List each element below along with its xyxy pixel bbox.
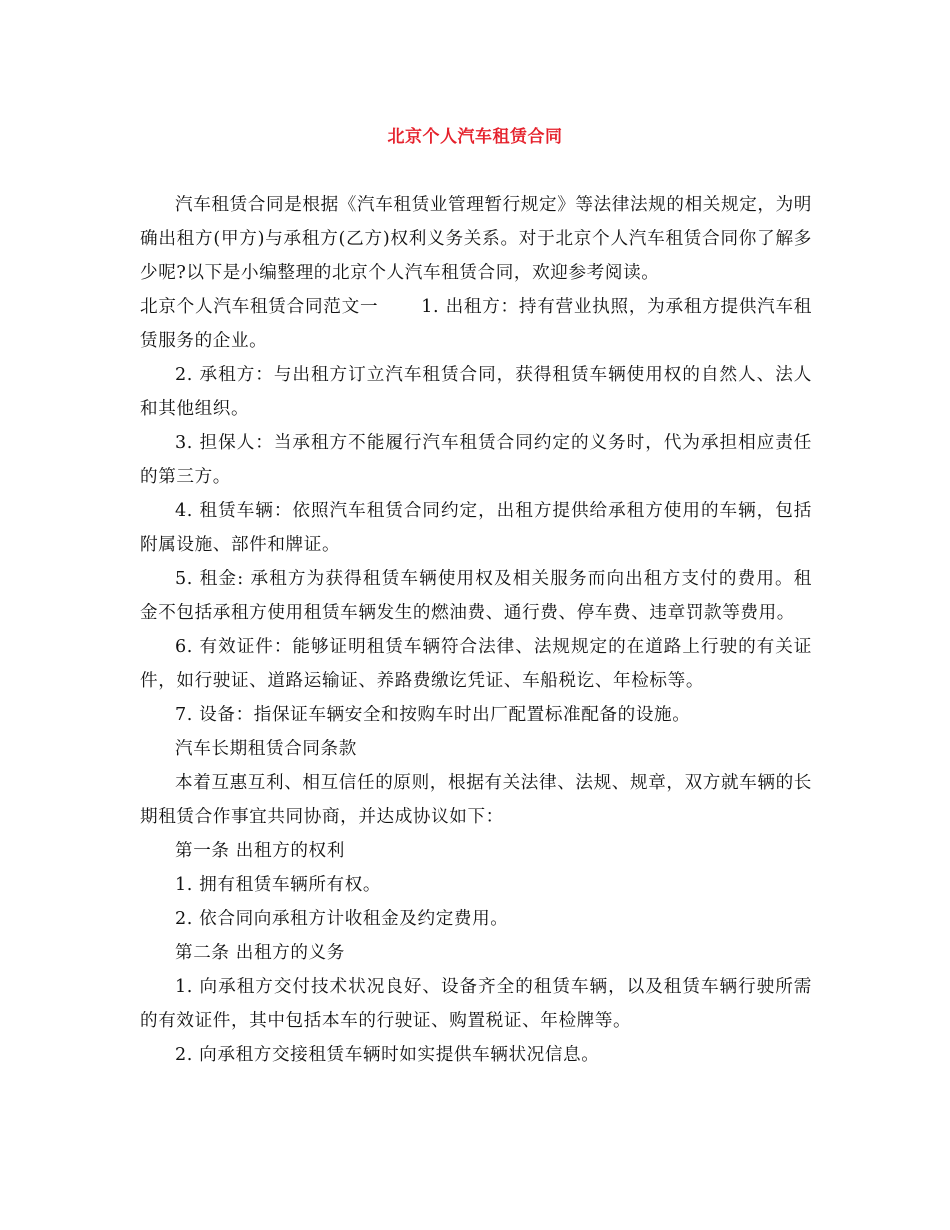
article-1-item-1: 1. 拥有租赁车辆所有权。 [175, 875, 382, 895]
paragraph-intro: 汽车租赁合同是根据《汽车租赁业管理暂行规定》等法律法规的相关规定，为明确出租方(甲方)与承租方(乙方)权利义务关系。对于北京个人汽车租赁合同你了解多少呢?以下是小编整理的北京个人汽车租赁合同，欢迎参考阅读。 [140, 195, 812, 283]
section-heading-long-term: 汽车长期租赁合同条款 [175, 739, 357, 759]
paragraph-item-2: 2. 承租方：与出租方订立汽车租赁合同，获得租赁车辆使用权的自然人、法人和其他组织。 [140, 365, 812, 419]
article-1-item-2: 2. 依合同向承租方计收租金及约定费用。 [175, 909, 509, 929]
document-title: 北京个人汽车租赁合同 [387, 127, 563, 147]
document-body [140, 188, 812, 1072]
paragraph-item-5: 5. 租金: 承租方为获得租赁车辆使用权及相关服务而向出租方支付的费用。租金不包括承租方使用租赁车辆发生的燃油费、通行费、停车费、违章罚款等费用。 [140, 569, 812, 623]
paragraph-item-3: 3. 担保人：当承租方不能履行汽车租赁合同约定的义务时，代为承担相应责任的第三方。 [140, 433, 812, 487]
paragraph-preamble: 本着互惠互利、相互信任的原则，根据有关法律、法规、规章，双方就车辆的长期租赁合作事宜共同协商，并达成协议如下： [140, 773, 812, 827]
article-2-item-1: 1. 向承租方交付技术状况良好、设备齐全的租赁车辆，以及租赁车辆行驶所需的有效证件，其中包括本车的行驶证、购置税证、年检牌等。 [140, 977, 812, 1031]
article-heading-2: 第二条 出租方的义务 [175, 943, 345, 963]
article-heading-1: 第一条 出租方的权利 [175, 841, 345, 861]
article-2-item-2: 2. 向承租方交接租赁车辆时如实提供车辆状况信息。 [175, 1045, 600, 1065]
paragraph-item-7: 7. 设备：指保证车辆安全和按购车时出厂配置标准配备的设施。 [175, 705, 691, 725]
paragraph-item-6: 6. 有效证件：能够证明租赁车辆符合法律、法规规定的在道路上行驶的有关证件，如行驶证、道路运输证、养路费缴讫凭证、车船税讫、年检标等。 [140, 637, 812, 691]
paragraph-sample-heading: 北京个人汽车租赁合同范文一 1. 出租方：持有营业执照，为承租方提供汽车租赁服务的企业。 [140, 297, 812, 351]
paragraph-item-4: 4. 租赁车辆：依照汽车租赁合同约定，出租方提供给承租方使用的车辆，包括附属设施、部件和牌证。 [140, 501, 812, 555]
